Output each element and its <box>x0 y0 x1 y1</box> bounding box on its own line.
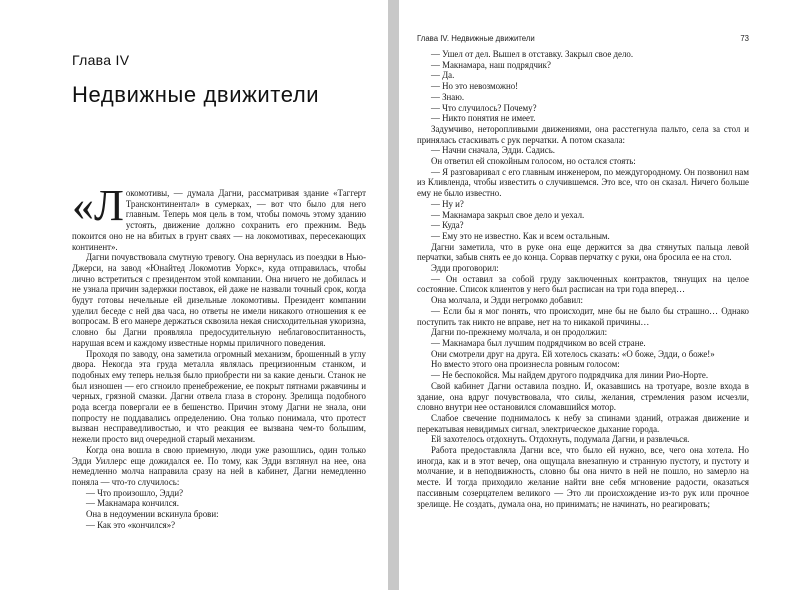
dialogue-line: — Да. <box>431 70 455 81</box>
dialogue-line: — Начни сначала, Эдди. Садись. <box>431 145 556 156</box>
paragraph: Но вместо этого она произнесла ровным голосом: <box>431 359 620 370</box>
dialogue-line: — Что случилось? Почему? <box>431 102 537 113</box>
left-page-body <box>72 181 366 531</box>
dialogue-line: — Он оставил за собой груду заключенных контрактов, тянущих на целое состояние. Список клиентов у него был расписан на три года вперед… <box>417 273 749 295</box>
dialogue-line: — Что произошло, Эдди? <box>86 487 184 498</box>
paragraph: Работа предоставляла Дагни все, что было ей нужно, все, чего она хотела. Но иногда, как и в этот вечер, она ощущала внезапную и странную пустоту, и пустоту и молчание, и в неподвижность, словно бы она ничто в ней не пошло, но замерло на месте. И тогда приходило желание найти вне себя мгновение радости, оказаться пассивным созерцателем великого — Это ли происхождение из-то рук или прочное зрелище. Не создать, думала она, но принимать; не начинать, но реагировать; <box>417 445 749 509</box>
dialogue-line: — Но это невозможно! <box>431 81 519 92</box>
dialogue-line: — Как это «кончился»? <box>86 519 176 530</box>
paragraph: Она в недоумении вскинула брови: <box>86 509 219 520</box>
dialogue-line: — Я разговаривал с его главным инженером, по междугородному. Он позвонил нам из Кливленда, чтобы известить о случившемся. Это все, что он сказал. Ничего больше ему не было известно. <box>417 166 749 199</box>
dialogue-line: — Не беспокойся. Мы найдем другого подрядчика для линии Рио-Норте. <box>431 370 709 381</box>
paragraph: Дагни заметила, что в руке она еще держится за два стянутых пальца левой перчатки, забыв снять ее до конца. Сорвав перчатку с руки, она бросила ее на стол. <box>417 241 749 263</box>
dialogue-line: — Куда? <box>431 220 464 231</box>
chapter-title: Недвижные движители <box>72 82 320 107</box>
right-page-body <box>417 49 749 509</box>
drop-cap: «Л <box>72 181 124 230</box>
dialogue-line: — Никто понятия не имеет. <box>431 113 536 124</box>
paragraph: Когда она вошла в свою приемную, люди уже разошлись, один только Эдди Уиллерс еще дожидался ее. По тому, как Эдди взглянул на нее, она немедленно молча направила сразу на ней в кабинет, Дагни немедленно поняла — что-то случилось: <box>72 444 366 487</box>
paragraph: Она молчала, и Эдди негромко добавил: <box>431 295 583 306</box>
opening-paragraph-text: окомотивы, — думала Дагни, рассматривая здание «Таггерт Трансконтинентал» в сумерках, — вот что было для него главным. Теперь моя цель в том, чтобы помочь этому зданию устоять, движение должно сохранить его прежним. Ведь покоится оно не на вбитых в грунт сваях — на локомотивах, пересекающих континент». <box>72 188 366 252</box>
book-spine <box>388 0 399 590</box>
chapter-label: Глава IV <box>72 52 130 68</box>
dialogue-line: — Макнамара закрыл свое дело и уехал. <box>431 209 585 220</box>
paragraph: Дагни по-прежнему молчала, и он продолжил: <box>431 327 608 338</box>
paragraph: Он ответил ей спокойным голосом, но остался стоять: <box>431 156 636 167</box>
paragraph: Слабое свечение поднималось к небу за спинами зданий, отражая движение и перекатывая невидимых сигнал, электрическое дыхание города. <box>417 412 749 434</box>
running-head-title: Глава IV. Недвижные движители <box>417 34 535 43</box>
dialogue-line: — Макнамара, наш подрядчик? <box>431 59 551 70</box>
dialogue-line: — Ему это не известно. Как и всем остальным. <box>431 230 610 241</box>
running-head <box>417 34 749 43</box>
paragraph: Они смотрели друг на друга. Ей хотелось сказать: «О боже, Эдди, о боже!» <box>431 348 715 359</box>
opening-paragraph <box>72 181 366 252</box>
dialogue-line: — Знаю. <box>431 91 465 102</box>
dialogue-line: — Ушел от дел. Вышел в отставку. Закрыл свое дело. <box>431 49 634 59</box>
dialogue-line: — Если бы я мог понять, что происходит, мне бы не было бы страшно… Однако поступить так никто не вправе, нет на то никакой причины… <box>417 305 749 327</box>
paragraph: Задумчиво, неторопливыми движениями, она расстегнула пальто, села за стол и принялась стаскивать с рук перчатки. А потом сказала: <box>417 123 749 145</box>
paragraph: Дагни почувствовала смутную тревогу. Она вернулась из поездки в Нью-Джерси, на завод «Юнайтед Локомотив Уоркс», куда отправилась, чтобы лично встретиться с президентом этой компании. Она ничего не добилась и не узнала причин задержки поставок, ей даже не назвали точный срок, когда будут готовы нечельные ей дизельные локомотивы. Президент компании уделил беседе с ней два часа, но ответы не имели никакого отношения к ее вопросам. В его манере держаться сквозила некая снисходительная укоризна, словно бы Дагни проявляла предосудительную неблаговоспитанность, нарушая всем и каждому известные нормы приличного поведения. <box>72 252 366 348</box>
paragraph: Свой кабинет Дагни оставила поздно. И, оказавшись на тротуаре, возле входа в здание, она вдруг почувствовала, что силы, желания, стремления разом исчезли, словно внутри нее остановился сломавшийся мотор. <box>417 380 749 413</box>
dialogue-line: — Ну и? <box>431 198 464 209</box>
paragraph: Проходя по заводу, она заметила огромный механизм, брошенный в углу двора. Некогда эта груда металла являлась прецизионным станком, и подобных ему теперь нельзя было приобрести ни за какие деньги. Станок не был изношен — его сгноило пренебрежение, ее покрыт пятнами ржавчины и черных, грязной смазки. Дагни отвела глаза в сторону. Зрелища подобного рода всегда повергали ее в бешенство. Причин этому Дагни не знала, они попросту не поддавались определению. Она только понимала, что протест вызван несправедливостью, и что реакция ее вызвана чем-то большим, нежели просто вид очередной старый механизм. <box>72 348 366 445</box>
dialogue-line: — Макнамара кончился. <box>86 498 179 509</box>
page-number: 73 <box>740 34 749 43</box>
paragraph: Эдди проговорил: <box>431 263 499 274</box>
left-page <box>0 0 388 590</box>
right-page <box>399 0 787 590</box>
paragraph: Ей захотелось отдохнуть. Отдохнуть, подумала Дагни, и развлечься. <box>431 434 690 445</box>
dialogue-line: — Макнамара был лучшим подрядчиком во всей стране. <box>431 337 646 348</box>
